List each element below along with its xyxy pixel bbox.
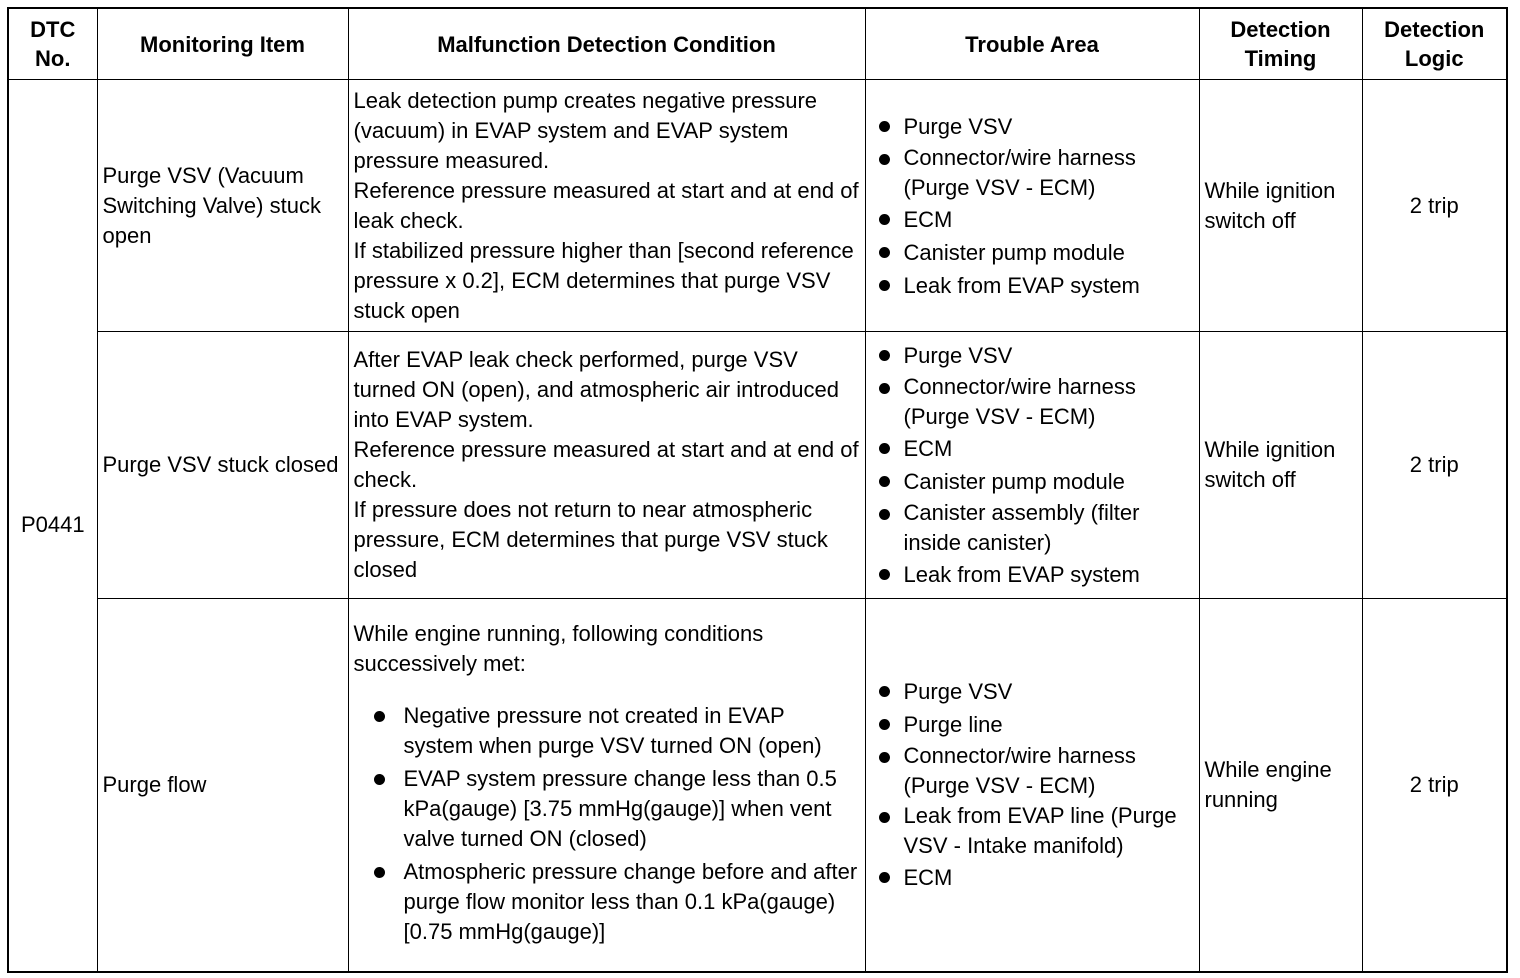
detection-condition [348, 599, 865, 972]
trouble-area-item: ECM [871, 432, 1194, 465]
trouble-area [865, 332, 1199, 599]
header-monitoring-item: Monitoring Item [97, 8, 348, 80]
monitoring-item: Purge VSV (Vacuum Switching Valve) stuck open [97, 80, 348, 332]
trouble-area-item: Purge line [871, 708, 1194, 741]
condition-list-item: Negative pressure not created in EVAP system when purge VSV turned ON (open) [354, 701, 860, 761]
trouble-area-item: ECM [871, 861, 1194, 894]
detection-logic: 2 trip [1362, 80, 1507, 332]
condition-list-item: Atmospheric pressure change before and after purge flow monitor less than 0.1 kPa(gauge) [0.75 mmHg(gauge)] [354, 857, 860, 947]
detection-timing: While engine running [1199, 599, 1362, 972]
detection-timing: While ignition switch off [1199, 80, 1362, 332]
trouble-area-item: Connector/wire harness (Purge VSV - ECM) [871, 372, 1194, 432]
trouble-area-item: Leak from EVAP system [871, 269, 1194, 302]
trouble-area-item: Canister assembly (filter inside canister) [871, 498, 1194, 558]
condition-list [354, 701, 860, 947]
header-trouble-area: Trouble Area [865, 8, 1199, 80]
condition-text: After EVAP leak check performed, purge VSV turned ON (open), and atmospheric air introduced into EVAP system. [353, 347, 839, 432]
detection-condition [348, 332, 865, 599]
trouble-area-list [871, 110, 1194, 302]
monitoring-item: Purge VSV stuck closed [97, 332, 348, 599]
header-dtc-no: DTC No. [8, 8, 97, 80]
detection-timing: While ignition switch off [1199, 332, 1362, 599]
trouble-area-item: Leak from EVAP line (Purge VSV - Intake manifold) [871, 801, 1194, 861]
trouble-area-item: Connector/wire harness (Purge VSV - ECM) [871, 741, 1194, 801]
detection-logic: 2 trip [1362, 332, 1507, 599]
dtc-table [7, 7, 1508, 973]
header-detection-logic: Detection Logic [1362, 8, 1507, 80]
header-detection-timing: Detection Timing [1199, 8, 1362, 80]
trouble-area-item: Leak from EVAP system [871, 558, 1194, 591]
trouble-area-list [871, 675, 1194, 894]
dtc-code: P0441 [8, 80, 97, 972]
condition-intro: While engine running, following conditions successively met: [353, 621, 764, 677]
trouble-area [865, 599, 1199, 972]
header-row [8, 8, 1507, 80]
trouble-area-item: ECM [871, 203, 1194, 236]
header-condition: Malfunction Detection Condition [348, 8, 865, 80]
condition-text: Leak detection pump creates negative pressure (vacuum) in EVAP system and EVAP system pressure measured. [353, 87, 818, 173]
trouble-area-item: Canister pump module [871, 236, 1194, 269]
condition-text: Reference pressure measured at start and at end of check. [353, 437, 859, 492]
trouble-area [865, 80, 1199, 332]
monitoring-item: Purge flow [97, 599, 348, 972]
condition-list-item: EVAP system pressure change less than 0.5 kPa(gauge) [3.75 mmHg(gauge)] when vent valve turned ON (closed) [354, 764, 860, 854]
trouble-area-item: Canister pump module [871, 465, 1194, 498]
trouble-area-item: Connector/wire harness (Purge VSV - ECM) [871, 143, 1194, 203]
trouble-area-list [871, 339, 1194, 591]
condition-text: If pressure does not return to near atmospheric pressure, ECM determines that purge VSV stuck closed [353, 497, 828, 582]
condition-text: Reference pressure measured at start and at end of leak check. [353, 177, 859, 233]
trouble-area-item: Purge VSV [871, 675, 1194, 708]
table-row [8, 332, 1507, 599]
detection-logic: 2 trip [1362, 599, 1507, 972]
table-row [8, 599, 1507, 972]
trouble-area-item: Purge VSV [871, 339, 1194, 372]
detection-condition [348, 80, 865, 332]
table-row [8, 80, 1507, 332]
trouble-area-item: Purge VSV [871, 110, 1194, 143]
condition-text: If stabilized pressure higher than [second reference pressure x 0.2], ECM determines that purge VSV stuck open [353, 237, 854, 323]
